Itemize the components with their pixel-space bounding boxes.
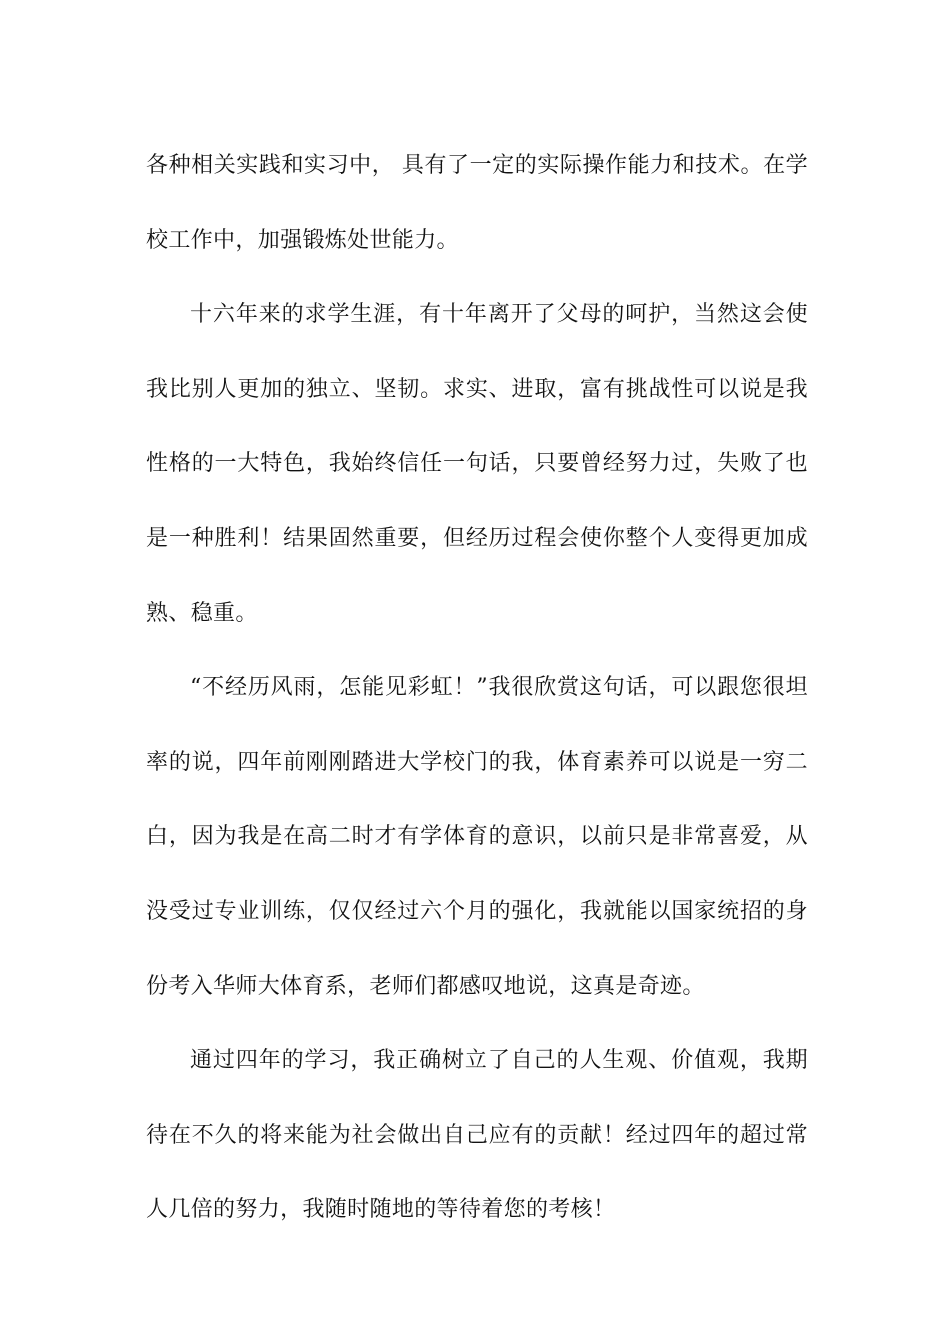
paragraph-study-years: 十六年来的求学生涯，有十年离开了父母的呵护，当然这会使我比别人更加的独立、坚韧。求实、进取，富有挑战性可以说是我性格的一大特色，我始终信任一句话，只要曾经努力过，失败了也是一种胜利！结果固然重要，但经历过程会使你整个人变得更加成熟、稳重。	[146, 302, 808, 626]
paragraph-continuation: 各种相关实践和实习中， 具有了一定的实际操作能力和技术。在学校工作中，加强锻炼处世能力。	[146, 153, 808, 253]
paragraph-rainbow-quote: “不经历风雨，怎能见彩虹！”我很欣赏这句话，可以跟您很坦率的说，四年前刚刚踏进大学校门的我，体育素养可以说是一穷二白，因为我是在高二时才有学体育的意识，以前只是非常喜爱，从没受过专业训练，仅仅经过六个月的强化，我就能以国家统招的身份考入华师大体育系，老师们都感叹地说，这真是奇迹。	[146, 675, 808, 999]
paragraph-four-years: 通过四年的学习，我正确树立了自己的人生观、价值观，我期待在不久的将来能为社会做出自己应有的贡献！经过四年的超过常人几倍的努力，我随时随地的等待着您的考核！	[146, 1048, 808, 1223]
document-body	[146, 129, 808, 1248]
